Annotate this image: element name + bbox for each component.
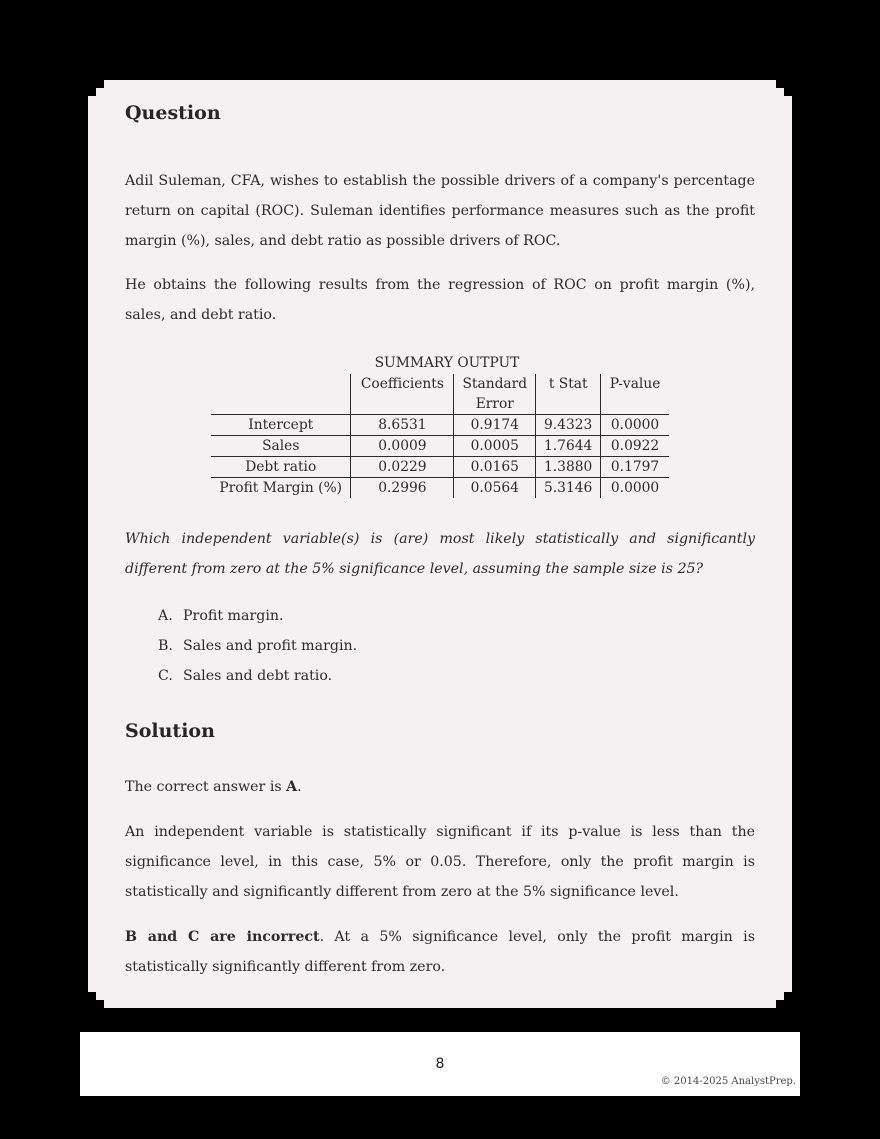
option-c [158,661,357,691]
table-cell: 9.4323 [536,415,601,436]
option-text: Sales and profit margin. [183,638,358,654]
table-cell: 1.7644 [536,436,601,457]
option-letter: A. [158,608,173,624]
table-cell: 0.9174 [454,415,536,436]
incorrect-explanation [125,922,755,982]
table-row [211,478,669,499]
option-text: Profit margin. [183,608,284,624]
copyright-notice: © 2014-2025 AnalystPrep. [660,1076,796,1087]
table-cell: 0.0000 [601,478,669,499]
answer-suffix: . [297,779,302,795]
table-row [211,457,669,478]
table-cell: 0.0165 [454,457,536,478]
table-cell: 5.3146 [536,478,601,499]
table-cell: 0.0009 [351,436,454,457]
table-header-cell [211,374,351,415]
table-header-cell: Standard Error [454,374,536,415]
option-a [158,601,357,631]
table-cell: Sales [211,436,351,457]
answer-options [158,601,357,691]
answer-letter: A [286,779,298,795]
table-cell: 0.0000 [601,415,669,436]
incorrect-label: B and C are incorrect [125,929,320,945]
option-letter: C. [158,668,173,684]
question-intro-paragraph: Adil Suleman, CFA, wishes to establish the possible drivers of a company's percentage return on capital (ROC). Suleman identifies performance measures such as the profit margin (%), sales, and debt ratio as possible drivers of ROC. [125,173,755,249]
table-cell: 0.1797 [601,457,669,478]
table-cell: Profit Margin (%) [211,478,351,499]
table-row [211,415,669,436]
table-title: SUMMARY OUTPUT [374,355,520,371]
question-results-paragraph: He obtains the following results from the regression of ROC on profit margin (%), sales, and debt ratio. [125,277,755,323]
table-header-cell: P-value [601,374,669,415]
question-prompt: Which independent variable(s) is (are) most likely statistically and significantly different from zero at the 5% significance level, assuming the sample size is 25? [125,531,755,577]
question-heading: Question [125,102,221,124]
page-footer [80,1032,800,1096]
option-b [158,631,357,661]
page-number: 8 [435,1056,445,1072]
solution-heading: Solution [125,720,215,742]
table-header-cell: Coefficients [351,374,454,415]
option-letter: B. [158,638,173,654]
solution-explanation: An independent variable is statistically significant if its p-value is less than the significance level, in this case, 5% or 0.05. Therefore, only the profit margin is statistically and significantly different from zero at the 5% significance level. [125,824,755,900]
table-cell: Debt ratio [211,457,351,478]
answer-prefix: The correct answer is [125,779,287,795]
table-cell: Intercept [211,415,351,436]
table-cell: 0.0229 [351,457,454,478]
table-cell: 0.0564 [454,478,536,499]
correct-answer-line [125,772,755,802]
table-header-cell: t Stat [536,374,601,415]
incorrect-text: . At a 5% significance level, only the profit margin is statistically significantly different from zero. [125,929,756,975]
table-cell: 0.0005 [454,436,536,457]
table-cell: 8.6531 [351,415,454,436]
table-cell: 1.3880 [536,457,601,478]
option-text: Sales and debt ratio. [183,668,333,684]
table-header-row [211,374,669,415]
table-cell: 0.2996 [351,478,454,499]
table-row [211,436,669,457]
table-cell: 0.0922 [601,436,669,457]
